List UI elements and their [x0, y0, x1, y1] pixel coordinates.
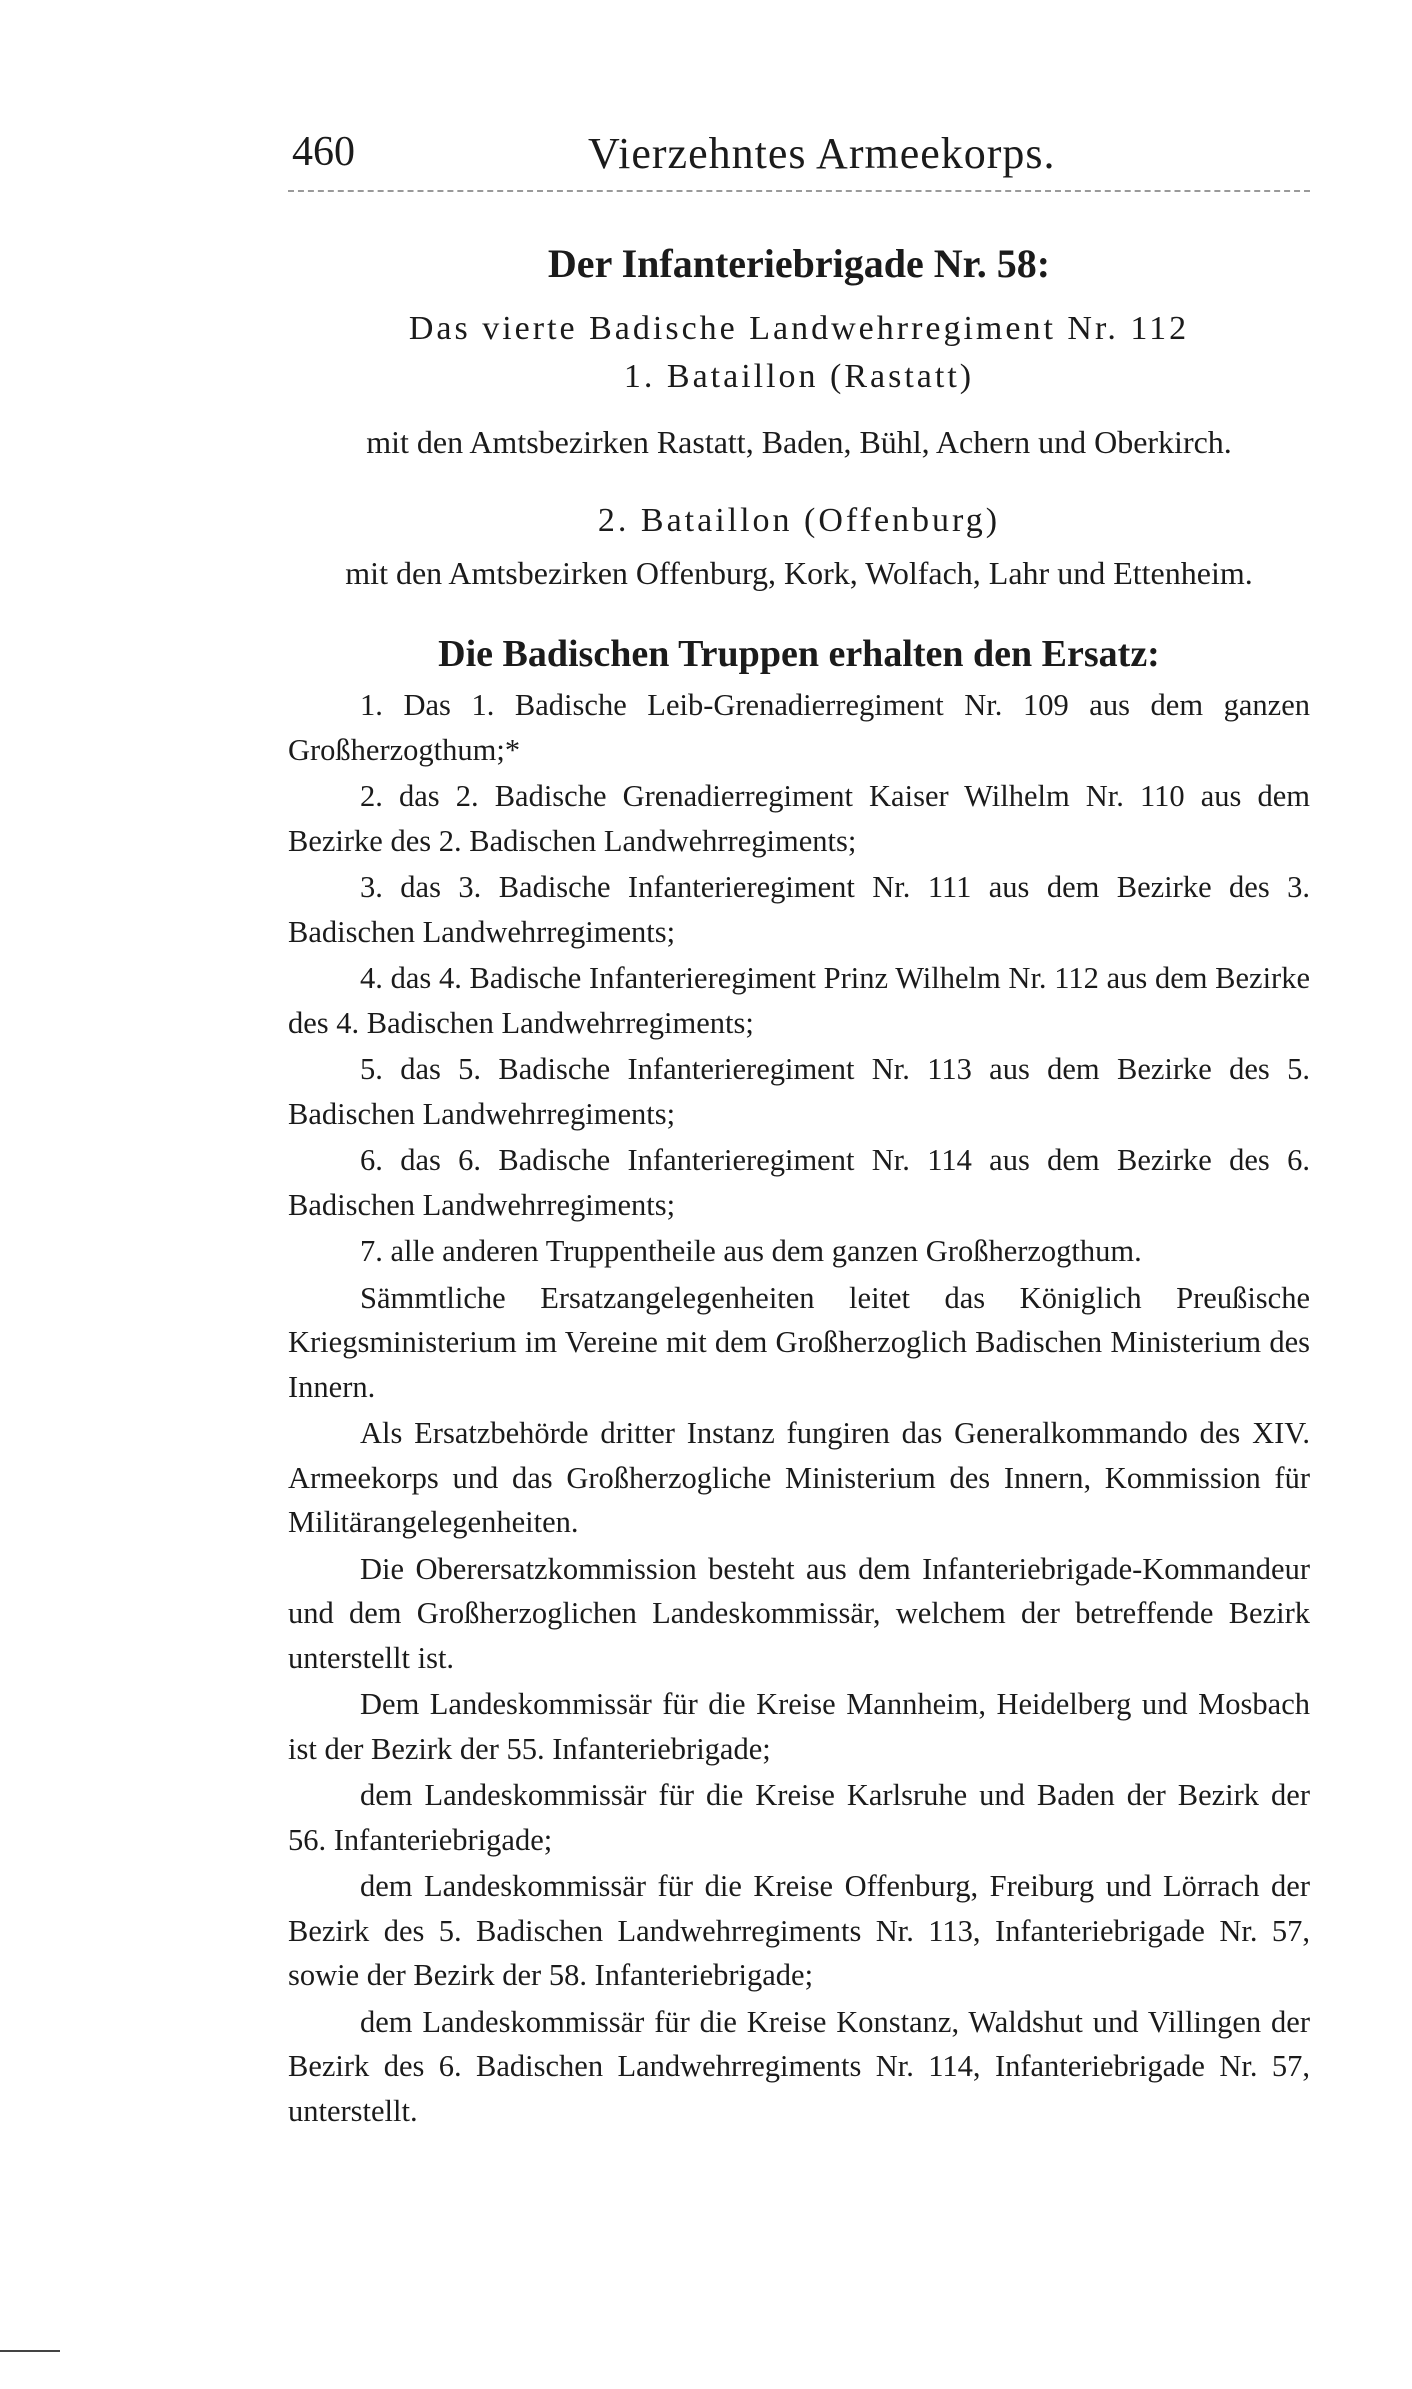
replacement-heading: Die Badischen Truppen erhalten den Ersatz: — [438, 633, 1160, 675]
running-title: Vierzehntes Armeekorps. — [588, 129, 1056, 178]
paragraph-konstanz: dem Landeskommissär für die Kreise Konstanz, Waldshut und Villingen der Bezirk des 6. Badischen Landwehrregiments Nr. 114, Infanteriebrigade Nr. 57, unterstellt. — [288, 2004, 1310, 2128]
replacement-item-3: 3. das 3. Badische Infanterieregiment Nr. 111 aus dem Bezirke des 3. Badischen Landwehrregiments; — [288, 870, 1310, 949]
regiment-line: Das vierte Badische Landwehrregiment Nr. 112 — [408, 310, 1190, 347]
scan-edge-mark — [0, 2350, 60, 2352]
page-number: 460 — [292, 129, 355, 175]
header-rule — [288, 190, 1310, 192]
replacement-item-7: 7. alle anderen Truppentheile aus dem ganzen Großherzogthum. — [360, 1234, 1142, 1268]
battalion-1-line: 1. Bataillon (Rastatt) — [623, 358, 975, 395]
replacement-item-5: 5. das 5. Badische Infanterieregiment Nr. 113 aus dem Bezirke des 5. Badischen Landwehrregiments; — [288, 1052, 1310, 1131]
battalion-2-districts: mit den Amtsbezirken Offenburg, Kork, Wolfach, Lahr und Ettenheim. — [345, 555, 1253, 591]
paragraph-oberersatzkommission: Die Oberersatzkommission besteht aus dem Infanteriebrigade-Kommandeur und dem Großherzoglichen Landeskommissär, welchem der betreffende Bezirk unterstellt ist. — [288, 1551, 1310, 1675]
replacement-list — [288, 683, 1310, 2135]
battalion-2-line: 2. Bataillon (Offenburg) — [597, 502, 1001, 539]
paragraph-mannheim: Dem Landeskommissär für die Kreise Mannheim, Heidelberg und Mosbach ist der Bezirk der 55. Infanteriebrigade; — [288, 1687, 1310, 1766]
paragraph-ersatzbehoerde: Als Ersatzbehörde dritter Instanz fungiren das Generalkommando des XIV. Armeekorps und das Großherzogliche Ministerium des Innern, Kommission für Militärangelegenheiten. — [288, 1416, 1310, 1539]
running-head — [292, 128, 1312, 188]
replacement-item-4: 4. das 4. Badische Infanterieregiment Prinz Wilhelm Nr. 112 aus dem Bezirke des 4. Badischen Landwehrregiments; — [288, 961, 1310, 1040]
paragraph-ersatzangelegenheiten: Sämmtliche Ersatzangelegenheiten leitet das Königlich Preußische Kriegsministerium im Vereine mit dem Großherzoglich Badischen Ministerium des Innern. — [288, 1280, 1310, 1404]
brigade-heading: Der Infanteriebrigade Nr. 58: — [547, 241, 1051, 286]
replacement-item-1: 1. Das 1. Badische Leib-Grenadierregiment Nr. 109 aus dem ganzen Großherzogthum;* — [288, 688, 1310, 767]
replacement-item-2: 2. das 2. Badische Grenadierregiment Kaiser Wilhelm Nr. 110 aus dem Bezirke des 2. Badischen Landwehrregiments; — [288, 779, 1310, 858]
replacement-item-6: 6. das 6. Badische Infanterieregiment Nr. 114 aus dem Bezirke des 6. Badischen Landwehrregiments; — [288, 1143, 1310, 1222]
battalion-1-districts: mit den Amtsbezirken Rastatt, Baden, Bühl, Achern und Oberkirch. — [366, 424, 1232, 460]
paragraph-offenburg: dem Landeskommissär für die Kreise Offenburg, Freiburg und Lörrach der Bezirk des 5. Badischen Landwehrregiments Nr. 113, Infanteriebrigade Nr. 57, sowie der Bezirk der 58. Infanteriebrigade; — [288, 1869, 1310, 1992]
paragraph-karlsruhe: dem Landeskommissär für die Kreise Karlsruhe und Baden der Bezirk der 56. Infanteriebrigade; — [288, 1778, 1310, 1857]
